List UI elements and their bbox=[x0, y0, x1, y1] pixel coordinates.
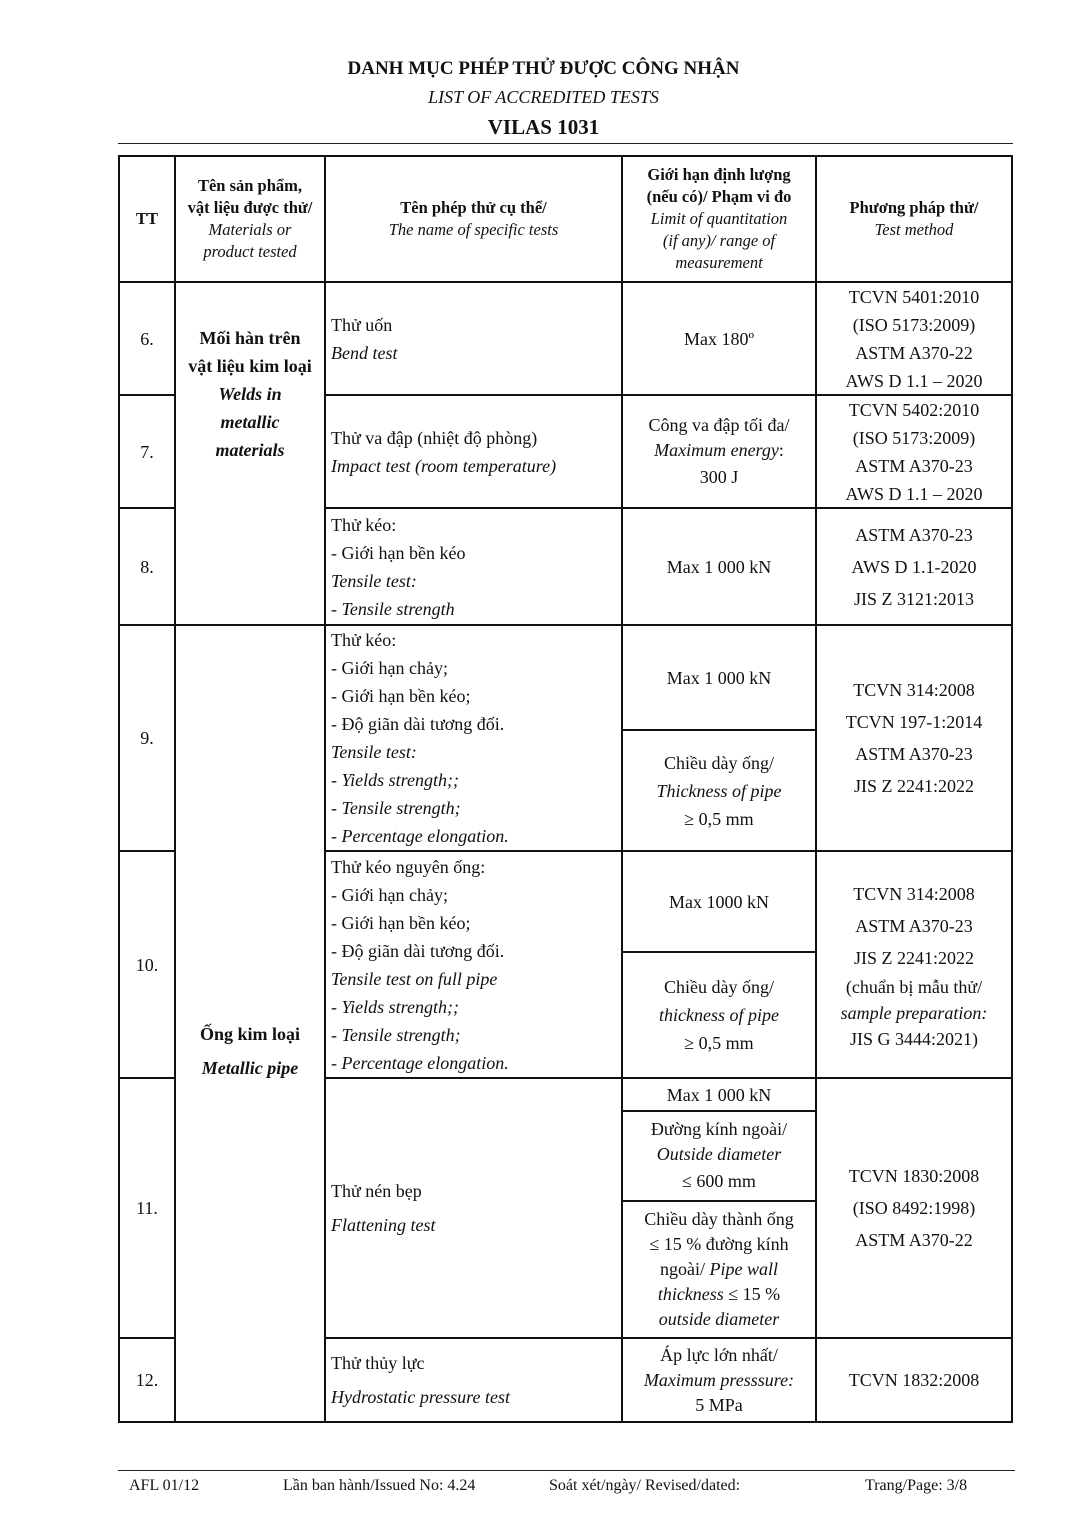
test-name-vi: - Độ giãn dài tương đối. bbox=[331, 940, 505, 961]
limit-cell bbox=[621, 624, 817, 731]
test-name-en: - Percentage elongation. bbox=[331, 826, 509, 846]
row-number-label: 9. bbox=[140, 728, 154, 748]
method-cell bbox=[815, 507, 1013, 626]
method-standard: TCVN 197-1:2014 bbox=[845, 712, 983, 732]
method-standard: AWS D 1.1-2020 bbox=[851, 556, 977, 577]
method-standard: ASTM A370-23 bbox=[855, 915, 973, 936]
method-standard: ASTM A370-22 bbox=[855, 342, 973, 363]
limit-value-en: Thickness of pipe bbox=[656, 780, 782, 801]
column-header-limit-en: Limit of quantitation bbox=[650, 209, 788, 228]
limit-value: Max 1 000 kN bbox=[666, 667, 772, 688]
test-name-en: - Yields strength;; bbox=[331, 770, 459, 790]
limit-value: ≤ 600 mm bbox=[682, 1171, 756, 1191]
test-name-en: - Tensile strength bbox=[331, 598, 455, 619]
material-group-vi: Mối hàn trên bbox=[199, 327, 301, 348]
test-name-en: Impact test (room temperature) bbox=[331, 455, 557, 476]
limit-value: Max 1 000 kN bbox=[666, 556, 772, 577]
limit-value: Chiều dày thành ống bbox=[644, 1209, 794, 1229]
test-name-en: - Tensile strength; bbox=[331, 1024, 461, 1045]
limit-value: ≤ 15 % đường kính bbox=[649, 1234, 789, 1254]
method-cell bbox=[815, 624, 1013, 852]
test-name-cell bbox=[324, 281, 623, 396]
material-group-en: Metallic pipe bbox=[201, 1058, 299, 1078]
test-name-en: - Tensile strength; bbox=[331, 798, 461, 818]
test-name-vi: - Độ giãn dài tương đối. bbox=[331, 714, 505, 734]
test-name-vi: Thử nén bẹp bbox=[331, 1181, 422, 1201]
test-name-vi: Thử kéo: bbox=[331, 630, 397, 650]
test-name-en: Tensile test: bbox=[331, 570, 417, 591]
row-number bbox=[118, 394, 176, 509]
method-standard: ASTM A370-23 bbox=[855, 744, 973, 764]
limit-value: Công va đập tối đa/ bbox=[648, 414, 790, 435]
row-number-label: 6. bbox=[140, 328, 154, 349]
limit-cell bbox=[621, 729, 817, 852]
test-name-cell bbox=[324, 1337, 623, 1423]
row-number-label: 11. bbox=[136, 1198, 158, 1218]
document-title-en: LIST OF ACCREDITED TESTS bbox=[428, 87, 659, 107]
limit-value: ≤ 15 % bbox=[728, 1284, 781, 1304]
limit-value: Áp lực lớn nhất/ bbox=[660, 1344, 778, 1365]
footer-page-number: Trang/Page: 3/8 bbox=[865, 1477, 968, 1494]
limit-value-en: outside diameter bbox=[658, 1309, 780, 1329]
test-name-vi: Thử thủy lực bbox=[331, 1353, 425, 1373]
row-number-label: 10. bbox=[135, 954, 159, 975]
test-name-vi: Thử uốn bbox=[331, 314, 393, 335]
method-standard: JIS G 3444:2021) bbox=[849, 1028, 978, 1049]
column-header-material-vi: Tên sản phẩm, bbox=[197, 176, 303, 195]
limit-value: ≥ 0,5 mm bbox=[684, 1033, 754, 1053]
footer-form-code: AFL 01/12 bbox=[129, 1477, 200, 1494]
method-standard: AWS D 1.1 – 2020 bbox=[845, 483, 983, 504]
limit-value-en: thickness of pipe bbox=[659, 1005, 779, 1025]
method-standard: TCVN 1832:2008 bbox=[848, 1370, 980, 1390]
method-standard: (ISO 5173:2009) bbox=[852, 427, 976, 448]
test-name-vi: - Giới hạn bền kéo; bbox=[331, 912, 471, 933]
test-name-vi: Thử kéo: bbox=[331, 514, 397, 535]
column-header-material bbox=[174, 155, 326, 283]
column-header-test-vi: Tên phép thử cụ thể/ bbox=[400, 198, 547, 217]
method-standard: JIS Z 3121:2013 bbox=[853, 588, 974, 609]
limit-value: Max 1 000 kN bbox=[666, 1084, 772, 1105]
limit-value-colon: : bbox=[778, 439, 784, 460]
column-header-test-name bbox=[324, 155, 623, 283]
column-header-material-en: product tested bbox=[203, 242, 297, 261]
test-name-vi: Thử kéo nguyên ống: bbox=[331, 856, 486, 877]
footer-divider bbox=[118, 1470, 1015, 1471]
method-note: (chuẩn bị mẫu thử/ bbox=[845, 976, 983, 997]
column-header-material-vi: vật liệu được thử/ bbox=[187, 198, 313, 217]
limit-value: 5 MPa bbox=[695, 1394, 743, 1415]
column-header-method bbox=[815, 155, 1013, 283]
column-header-limit-en: (if any)/ range of bbox=[662, 231, 776, 250]
limit-value: Chiều dày ống/ bbox=[664, 977, 774, 997]
material-group-vi: Ống kim loại bbox=[199, 1024, 301, 1044]
method-standard: (ISO 5173:2009) bbox=[852, 314, 976, 335]
column-header-test-en: The name of specific tests bbox=[388, 220, 559, 239]
row-number bbox=[118, 507, 176, 626]
method-standard: ASTM A370-23 bbox=[855, 455, 973, 476]
test-name-en: Flattening test bbox=[331, 1215, 436, 1235]
method-cell bbox=[815, 394, 1013, 509]
footer-issued-no: Lần ban hành/Issued No: 4.24 bbox=[283, 1477, 476, 1494]
method-standard: TCVN 5402:2010 bbox=[848, 399, 980, 420]
column-header-tt-label: TT bbox=[135, 209, 158, 228]
material-group-welds bbox=[174, 281, 326, 626]
limit-value: Đường kính ngoài/ bbox=[650, 1119, 788, 1139]
method-standard: TCVN 314:2008 bbox=[853, 680, 975, 700]
row-number bbox=[118, 850, 176, 1079]
limit-value-en: Maximum presssure: bbox=[643, 1369, 795, 1390]
row-number bbox=[118, 1077, 176, 1339]
test-name-cell bbox=[324, 850, 623, 1079]
limit-value-en: Outside diameter bbox=[656, 1144, 782, 1164]
test-name-en: Bend test bbox=[331, 342, 398, 363]
limit-cell bbox=[621, 951, 817, 1079]
column-header-tt bbox=[118, 155, 176, 283]
limit-value-en: Maximum energy bbox=[654, 439, 779, 460]
limit-value: Chiều dày ống/ bbox=[664, 752, 774, 773]
row-number bbox=[118, 1337, 176, 1423]
method-standard: AWS D 1.1 – 2020 bbox=[845, 370, 983, 391]
test-name-en: Hydrostatic pressure test bbox=[331, 1387, 510, 1407]
method-standard: TCVN 1830:2008 bbox=[848, 1166, 980, 1186]
method-standard: JIS Z 2241:2022 bbox=[853, 776, 974, 796]
footer-revised-date: Soát xét/ngày/ Revised/dated: bbox=[549, 1477, 741, 1494]
limit-value: 300 J bbox=[699, 466, 739, 487]
column-header-limit bbox=[621, 155, 817, 283]
method-standard: ASTM A370-23 bbox=[855, 524, 973, 545]
row-number-label: 12. bbox=[135, 1370, 159, 1390]
test-name-en: - Percentage elongation. bbox=[331, 1052, 509, 1073]
test-name-en: - Yields strength;; bbox=[331, 996, 459, 1017]
limit-value: ngoài/ bbox=[660, 1259, 705, 1279]
material-group-en: materials bbox=[215, 439, 285, 460]
test-name-cell bbox=[324, 507, 623, 626]
limit-cell bbox=[621, 1110, 817, 1202]
test-name-vi: Thử va đập (nhiệt độ phòng) bbox=[331, 427, 538, 448]
method-cell bbox=[815, 1077, 1013, 1339]
column-header-limit-en: measurement bbox=[675, 253, 763, 272]
material-group-pipe bbox=[174, 624, 326, 1423]
row-number-label: 7. bbox=[140, 441, 154, 462]
limit-value: Max 1000 kN bbox=[669, 891, 769, 912]
accreditation-code: VILAS 1031 bbox=[487, 115, 600, 139]
method-cell bbox=[815, 850, 1013, 1079]
limit-cell bbox=[621, 394, 817, 509]
test-name-cell bbox=[324, 394, 623, 509]
column-header-limit-vi: (nếu có)/ Phạm vi đo bbox=[646, 187, 792, 206]
limit-cell bbox=[621, 281, 817, 396]
limit-value: ≥ 0,5 mm bbox=[684, 808, 754, 829]
test-name-vi: - Giới hạn chảy; bbox=[331, 658, 448, 678]
method-cell bbox=[815, 1337, 1013, 1423]
limit-value: Max 180º bbox=[683, 328, 755, 349]
method-standard: TCVN 314:2008 bbox=[853, 883, 975, 904]
column-header-material-en: Materials or bbox=[208, 220, 292, 239]
row-number bbox=[118, 281, 176, 396]
limit-cell bbox=[621, 850, 817, 953]
limit-value-en: thickness bbox=[657, 1284, 724, 1304]
test-name-vi: - Giới hạn chảy; bbox=[331, 884, 448, 905]
material-group-vi: vật liệu kim loại bbox=[188, 355, 312, 376]
method-note-en: sample preparation: bbox=[840, 1002, 988, 1023]
method-standard: TCVN 5401:2010 bbox=[848, 286, 980, 307]
document-title-vi: DANH MỤC PHÉP THỬ ĐƯỢC CÔNG NHẬN bbox=[347, 58, 740, 79]
limit-cell bbox=[621, 1077, 817, 1112]
header-divider bbox=[118, 143, 1013, 144]
material-group-en: Welds in bbox=[218, 383, 282, 404]
method-cell bbox=[815, 281, 1013, 396]
limit-value-en: Pipe wall bbox=[709, 1259, 778, 1279]
method-standard: (ISO 8492:1998) bbox=[852, 1198, 976, 1218]
test-name-cell bbox=[324, 1077, 623, 1339]
limit-cell bbox=[621, 1337, 817, 1423]
test-name-vi: - Giới hạn bền kéo; bbox=[331, 686, 471, 706]
method-standard: ASTM A370-22 bbox=[855, 1230, 973, 1250]
column-header-method-vi: Phương pháp thử/ bbox=[849, 198, 979, 217]
row-number-label: 8. bbox=[140, 556, 154, 577]
limit-cell bbox=[621, 1200, 817, 1339]
test-name-vi: - Giới hạn bền kéo bbox=[331, 542, 466, 563]
method-standard: JIS Z 2241:2022 bbox=[853, 947, 974, 968]
column-header-limit-vi: Giới hạn định lượng bbox=[647, 165, 791, 184]
column-header-method-en: Test method bbox=[874, 220, 954, 239]
material-group-en: metallic bbox=[220, 411, 280, 432]
test-name-en: Tensile test on full pipe bbox=[331, 968, 498, 989]
test-name-cell bbox=[324, 624, 623, 852]
limit-cell bbox=[621, 507, 817, 626]
row-number bbox=[118, 624, 176, 852]
test-name-en: Tensile test: bbox=[331, 742, 417, 762]
